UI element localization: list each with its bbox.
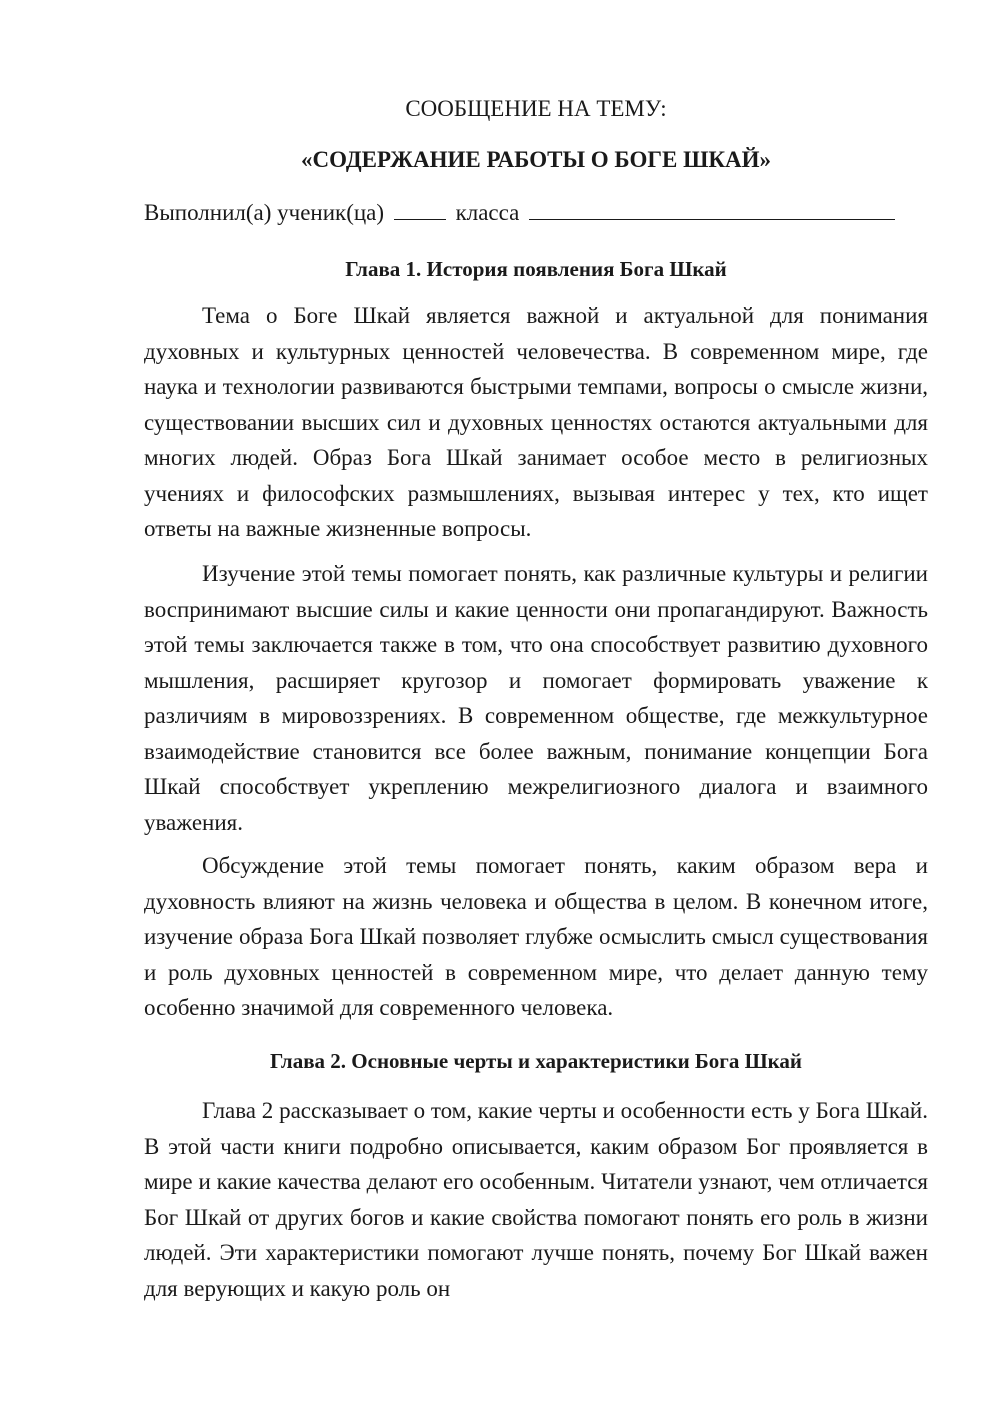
document-title-line-2: «СОДЕРЖАНИЕ РАБОТЫ О БОГЕ ШКАЙ» <box>300 147 772 172</box>
class-number-blank <box>394 199 446 220</box>
student-name-blank <box>529 199 895 220</box>
chapter-2-heading: Глава 2. Основные черты и характеристики Бога Шкай <box>269 1049 803 1073</box>
chapter-1-paragraph-2: Изучение этой темы помогает понять, как различные культуры и религии воспринимают высшие силы и какие ценности они пропагандируют. Важность этой темы заключается также в том, что она способствует развитию духовного мышления, расширяет кругозор и помогает формировать уважение к различиям в мировоззрениях. В современном обществе, где межкультурное взаимодействие становится все более важным, понимание концепции Бога Шкай способствует укреплению межрелигиозного диалога и взаимного уважения. <box>144 561 928 835</box>
student-class-word: класса <box>455 200 520 225</box>
chapter-1-paragraph-3: Обсуждение этой темы помогает понять, каким образом вера и духовность влияют на жизнь человека и общества в целом. В конечном итоге, изучение образа Бога Шкай позволяет глубже осмыслить смысл существования и роль духовных ценностей в современном мире, что делает данную тему особенно значимой для современного человека. <box>144 853 928 1020</box>
student-prefix: Выполнил(а) ученик(ца) <box>144 200 385 225</box>
student-info-line <box>144 198 928 228</box>
chapter-2-paragraph-1: Глава 2 рассказывает о том, какие черты и особенности есть у Бога Шкай. В этой части книги подробно описывается, каким образом Бог проявляется в мире и какие качества делают его особенным. Читатели узнают, чем отличается Бог Шкай от других богов и какие свойства помогают понять его роль в жизни людей. Эти характеристики помогают лучше понять, почему Бог Шкай важен для верующих и какую роль он <box>144 1098 928 1301</box>
chapter-1-heading: Глава 1. История появления Бога Шкай <box>345 257 727 281</box>
document-title-line-1: СООБЩЕНИЕ НА ТЕМУ: <box>405 96 667 121</box>
chapter-1-paragraph-1: Тема о Боге Шкай является важной и актуальной для понимания духовных и культурных ценностей человечества. В современном мире, где наука и технологии развиваются быстрыми темпами, вопросы о смысле жизни, существовании высших сил и духовных ценностях остаются актуальными для многих людей. Образ Бога Шкай занимает особое место в религиозных учениях и философских размышлениях, вызывая интерес у тех, кто ищет ответы на важные жизненные вопросы. <box>144 303 928 541</box>
